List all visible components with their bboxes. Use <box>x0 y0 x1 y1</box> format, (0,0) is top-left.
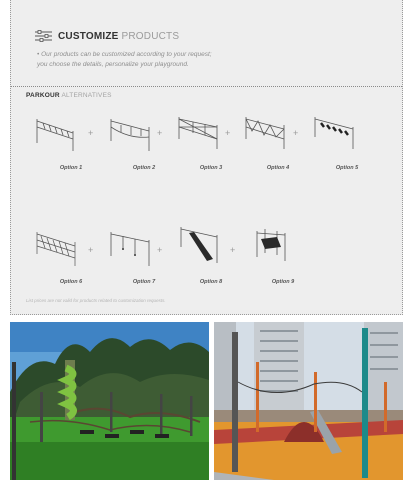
option-5-label: Option 5 <box>335 165 359 171</box>
plank-bridge-icon <box>311 113 359 153</box>
footnote: List prices are not valid for products related to customization requests. <box>26 298 166 303</box>
option-5-image[interactable] <box>311 113 359 153</box>
plus-sign: + <box>157 128 163 138</box>
parkour-title-light: ALTERNATIVES <box>61 92 112 99</box>
option-1-label: Option 1 <box>59 165 83 171</box>
option-3-label: Option 3 <box>199 165 223 171</box>
park-photo-left <box>10 322 209 480</box>
net-tunnel-icon <box>33 228 81 268</box>
park-photo-right <box>214 322 403 480</box>
slide-bridge-icon <box>175 225 223 265</box>
playground-photo <box>10 322 209 480</box>
option-2-label: Option 2 <box>132 165 156 171</box>
plus-sign: + <box>230 245 236 255</box>
option-1-image[interactable] <box>33 113 81 153</box>
plus-sign: + <box>88 128 94 138</box>
option-2-image[interactable] <box>107 113 155 153</box>
description-line: • Our products can be customized according to your request; <box>37 51 212 58</box>
rope-bridge-icon <box>107 113 155 153</box>
option-3-image[interactable] <box>175 113 223 153</box>
option-9-label: Option 9 <box>271 279 295 285</box>
customize-title-bold: CUSTOMIZE <box>58 30 119 42</box>
option-6-image[interactable] <box>33 228 81 268</box>
zigzag-net-icon <box>242 113 290 153</box>
customize-header <box>35 30 179 42</box>
option-6-label: Option 6 <box>59 279 83 285</box>
customize-panel <box>10 0 403 315</box>
option-7-label: Option 7 <box>132 279 156 285</box>
parkour-title <box>26 92 112 99</box>
description-line: you choose the details, personalize your playground. <box>37 61 189 68</box>
option-4-image[interactable] <box>242 113 290 153</box>
customize-title <box>58 31 179 42</box>
option-8-label: Option 8 <box>199 279 223 285</box>
hanging-rope-icon <box>107 228 155 268</box>
customize-description <box>37 50 337 70</box>
climbing-frame-icon <box>247 225 295 265</box>
option-9-image[interactable] <box>247 225 295 265</box>
cross-rope-icon <box>175 113 223 153</box>
plus-sign: + <box>293 128 299 138</box>
parkour-title-bold: PARKOUR <box>26 92 60 99</box>
net-ladder-icon <box>33 113 81 153</box>
section-divider <box>11 86 402 87</box>
plus-sign: + <box>157 245 163 255</box>
customize-title-light: PRODUCTS <box>121 30 180 42</box>
plus-sign: + <box>225 128 231 138</box>
option-4-label: Option 4 <box>266 165 290 171</box>
sliders-icon <box>35 30 52 42</box>
option-8-image[interactable] <box>175 225 223 265</box>
playground-photo <box>214 322 403 480</box>
plus-sign: + <box>88 245 94 255</box>
option-7-image[interactable] <box>107 228 155 268</box>
